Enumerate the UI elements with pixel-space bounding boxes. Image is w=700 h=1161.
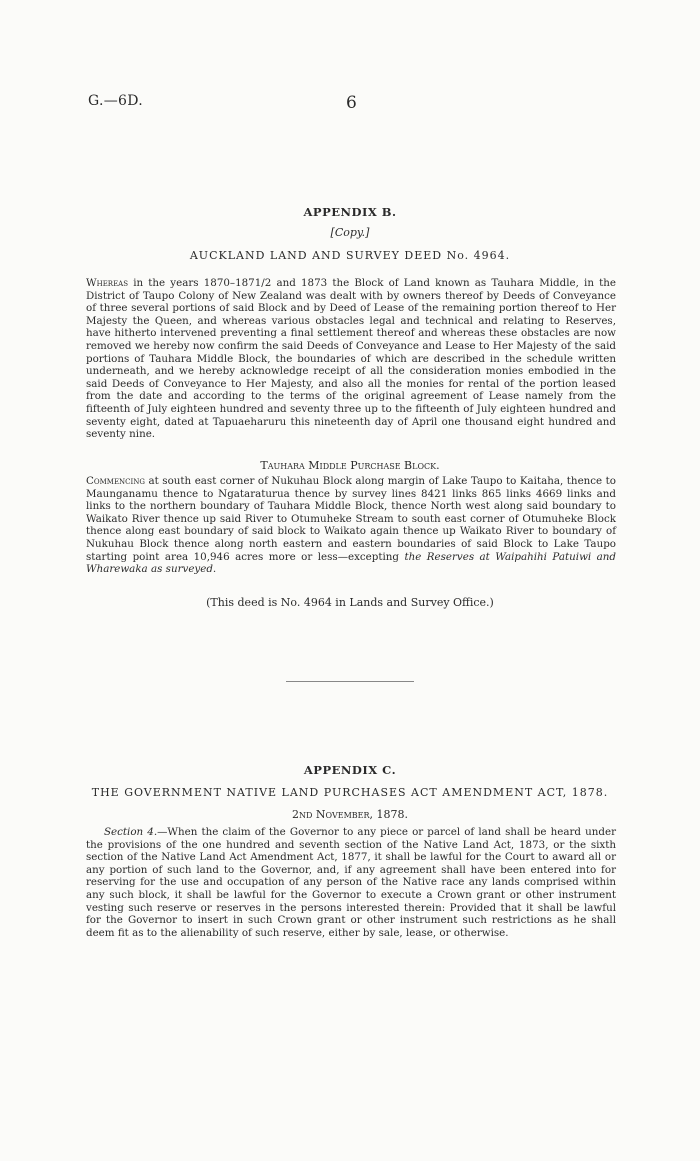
parliamentary-paper-reference: G.—6D. xyxy=(88,93,144,109)
deed-lead-word: Whereas xyxy=(86,277,129,289)
section-paragraph xyxy=(86,826,616,939)
boundary-text: at south east corner of Nukuhau Block along margin of Lake Taupo to Kaitaha, thence to Maunganamu thence to Ngataraturua thence by survey lines 8421 links 865 links 4669 links and links to the northern boundary of Tauhara Middle Block, thence North west along said boundary to Waikato River thence up said River to Otumuheke Stream to south east corner of Otumuheke Block thence along east boundary of said block to Waikato again thence up Waikato River to boundary of Nukuhau Block thence along north eastern and eastern boundaries of said Block to Lake Taupo starting point area 10,946 acres more or less—excepting xyxy=(86,475,616,563)
section-text: —When the claim of the Governor to any piece or parcel of land shall be heard under the provisions of the one hundred and seventh section of the Native Land Act, 1873, or the sixth section of the Native Land Act Amendment Act, 1877, it shall be lawful for the Court to award all or any portion of such land to the Governor, and, if any agreement shall have been entered into for reserving for the use and occupation of any person of the Native race any lands comprised within any such block, it shall be lawful for the Governor to execute a Crown grant or other instrument vesting such reserve or reserves in the persons interested therein: Provided that it shall be lawful for the Governor to insert in such Crown grant or other instrument such restrictions as he shall deem fit as to the alienability of such reserve, either by sale, lease, or otherwise. xyxy=(86,826,616,939)
appendix-c-title: APPENDIX C. xyxy=(303,763,397,777)
copy-label: [Copy.] xyxy=(330,226,370,239)
block-heading: Tauhara Middle Purchase Block. xyxy=(260,459,440,472)
section-divider xyxy=(286,681,414,682)
section-label: Section 4. xyxy=(104,826,158,838)
boundary-exception: the Reserves at Waipahihi Patuiwi and Wharewaka as surveyed. xyxy=(86,550,616,576)
page-number: 6 xyxy=(346,93,357,113)
deed-paragraph xyxy=(86,277,616,441)
deed-text: in the years 1870–1871/2 and 1873 the Block of Land known as Tauhara Middle, in the District of Taupo Colony of New Zealand was dealt with by owners thereof by Deeds of Conveyance of three several portions of said Block and by Deed of Lease of the remaining portion thereof to Her Majesty the Queen, and whereas various obstacles legal and technical and relating to Reserves, have hitherto intervened preventing a final settlement thereof and whereas these obstacles are now removed we hereby now confirm the said Deeds of Conveyance and Lease to Her Majesty of the said portions of Tauhara Middle Block, the boundaries of which are described in the schedule written underneath, and we hereby acknowledge receipt of all the consideration monies embodied in the said Deeds of Conveyance to Her Majesty, and also all the monies for rental of the portion leased from the date and according to the terms of the original agreement of Lease namely from the fifteenth of July eighteen hundred and seventy three up to the fifteenth of July eighteen hundred and seventy eight, dated at Tapuaeharuru this nineteenth day of April one thousand eight hundred and seventy nine. xyxy=(86,277,616,441)
deed-heading: AUCKLAND LAND AND SURVEY DEED No. 4964. xyxy=(189,249,511,262)
deed-note: (This deed is No. 4964 in Lands and Survey Office.) xyxy=(206,596,494,609)
appendix-b-title: APPENDIX B. xyxy=(303,205,397,219)
act-date: 2nd November, 1878. xyxy=(292,808,408,821)
act-heading: THE GOVERNMENT NATIVE LAND PURCHASES ACT AMENDMENT ACT, 1878. xyxy=(91,786,609,799)
boundary-paragraph xyxy=(86,475,616,576)
boundary-lead-word: Commencing xyxy=(86,475,146,487)
